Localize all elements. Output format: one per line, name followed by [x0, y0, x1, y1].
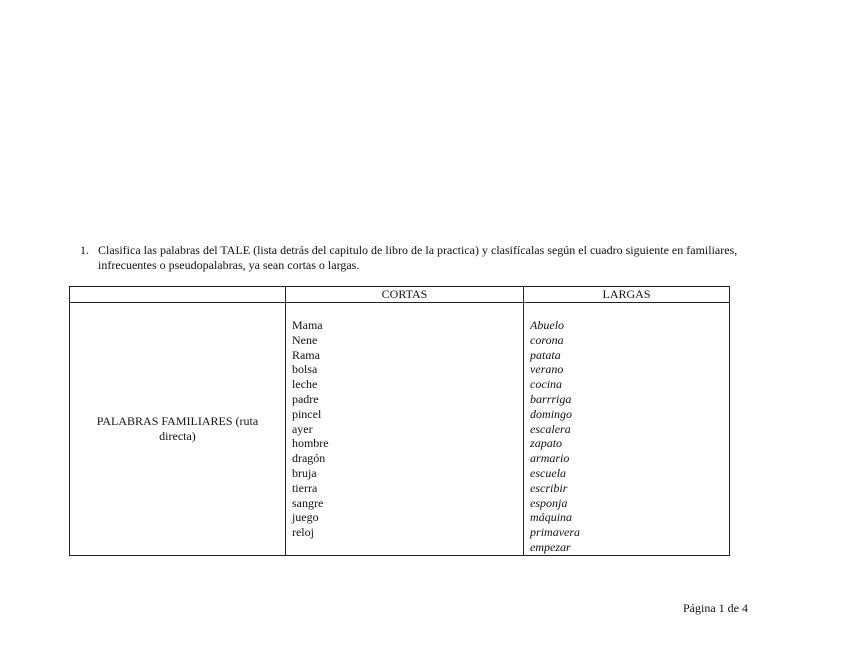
word-item: primavera — [530, 525, 581, 540]
question-1 — [80, 243, 740, 273]
word-item: cocina — [530, 377, 563, 392]
word-item: escribir — [530, 480, 568, 495]
word-item: escalera — [530, 421, 571, 436]
header-cortas: CORTAS — [285, 287, 523, 303]
cortas-cell — [285, 303, 523, 556]
word-item: esponja — [530, 495, 568, 510]
word-item: bolsa — [291, 362, 318, 377]
largas-word-list — [524, 303, 729, 555]
word-item: juego — [291, 510, 319, 525]
word-item: tierra — [291, 480, 318, 495]
page-number: Página 1 de 4 — [683, 601, 748, 615]
word-item: padre — [291, 391, 319, 406]
word-item: armario — [530, 451, 570, 466]
cortas-word-list — [286, 303, 523, 540]
word-item: zapato — [530, 436, 563, 451]
word-item: Nene — [291, 332, 318, 347]
word-item: dragón — [291, 451, 326, 466]
word-item: escuela — [530, 465, 567, 480]
question-number: 1. — [80, 243, 89, 257]
word-item: Rama — [291, 347, 320, 362]
word-item: hombre — [291, 436, 329, 451]
word-item: leche — [291, 377, 318, 392]
word-item: domingo — [530, 406, 573, 421]
largas-cell — [524, 303, 730, 556]
word-item: bruja — [291, 465, 317, 480]
word-item: máquina — [530, 510, 573, 525]
table-header-row — [70, 287, 730, 303]
word-item: ayer — [291, 421, 313, 436]
word-item: patata — [530, 347, 561, 362]
question-text: Clasifica las palabras del TALE (lista detrás del capitulo de libro de la practica) y clasifícalas según el cuadro siguiente en familiares, infrecuentes o pseudopalabras, ya sean cortas o largas. — [98, 243, 738, 272]
word-item: Mama — [291, 318, 323, 332]
word-item: barrriga — [530, 391, 572, 406]
word-item: pincel — [291, 406, 322, 421]
table-row-palabras-familiares — [70, 303, 730, 556]
header-empty — [70, 287, 286, 303]
header-largas: LARGAS — [524, 287, 730, 303]
word-item: sangre — [291, 495, 324, 510]
word-item: verano — [530, 362, 564, 377]
classification-table — [69, 286, 730, 556]
row-label-palabras-familiares: PALABRAS FAMILIARES (ruta directa) — [70, 303, 286, 556]
word-item: reloj — [291, 525, 314, 540]
word-item: Abuelo — [530, 318, 565, 332]
word-item: corona — [530, 332, 564, 347]
word-item: empezar — [530, 539, 571, 554]
